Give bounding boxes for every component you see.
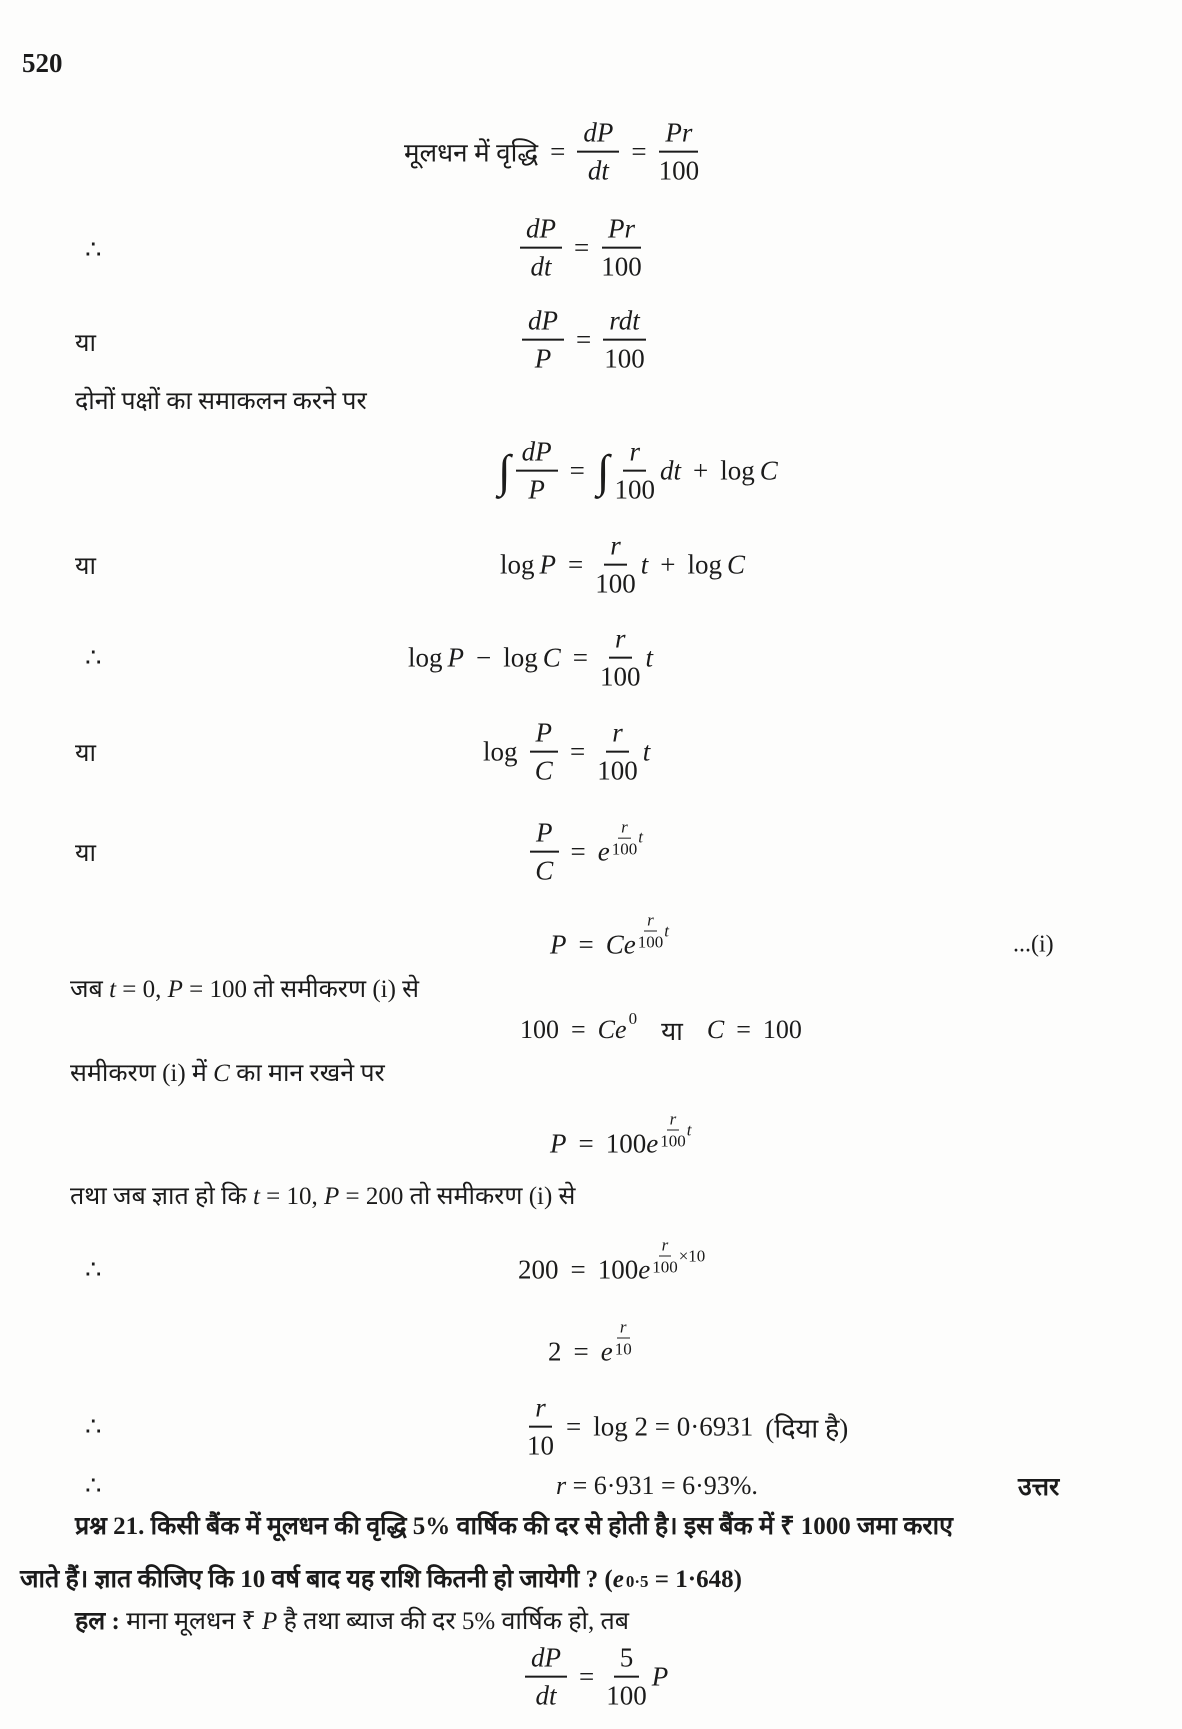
variable-p: P (550, 929, 567, 960)
variable-t: t (640, 549, 649, 580)
eq-r10-log2 (527, 1394, 848, 1461)
eq-200-100e: 200 = 100 e $\frac{r}{100}$ ×10 (518, 1235, 706, 1285)
variable-p: P (447, 642, 465, 673)
constant-c: C (727, 549, 746, 580)
fraction-5-100: $\frac{5}{100}$ (606, 1642, 647, 1711)
eq-2-e: 2 = e $\frac{r}{10}$ (548, 1317, 632, 1367)
text-when-t0: जब t = 0, P = 100 तो समीकरण (i) से (70, 976, 420, 1003)
constant-c: C (759, 455, 778, 486)
eq-r-percent: r = 6·931 = 6·93%. (556, 1471, 758, 1500)
variable-t: t (645, 642, 654, 673)
ce-base: Ce (605, 929, 636, 960)
exponent-r100-x10: $\frac{r}{100}$ ×10 (652, 1235, 706, 1277)
eq-pc-exp (530, 819, 643, 886)
equals-sign: = (570, 836, 586, 867)
text-integrate-both-sides: दोनों पक्षों का समाकलन करने पर (75, 388, 367, 415)
log2-value: log 2 = 0·6931 (593, 1411, 754, 1442)
eq-p-100e: P = 100 e $\frac{r}{100}$ t (550, 1109, 692, 1159)
text-when-t10: तथा जब ज्ञात हो कि t = 10, P = 200 तो समीकरण (i) से (70, 1183, 576, 1210)
exponent-zero: 0 (628, 1009, 638, 1028)
log-operator: log (483, 736, 518, 767)
exponent-r100t: $\frac{r}{100}$ t (637, 910, 669, 952)
fraction-r-100: $\frac{r}{100}$ (595, 530, 636, 599)
eq-growth-definition (404, 119, 699, 186)
equals-sign: = (570, 736, 586, 767)
solution-intro: हल : माना मूलधन ₹ P है तथा ब्याज की दर 5% वार्षिक हो, तब (75, 1608, 629, 1635)
fraction-dp-dt: $\frac{dP}{dt}$ (520, 215, 562, 282)
e-base: e (600, 1336, 613, 1367)
therefore-marker: ∴ (85, 235, 102, 264)
eq-final-dpdt (525, 1644, 668, 1711)
e-base: e (646, 1128, 659, 1159)
equals-sign: = (569, 455, 585, 486)
exponent-r100t: $\frac{r}{100}$ t (660, 1109, 692, 1151)
variable-p: P (651, 1661, 669, 1692)
fraction-r-10: $\frac{r}{10}$ (527, 1392, 554, 1461)
equals-sign: = (736, 1015, 751, 1044)
ce-base: Ce (597, 1015, 627, 1044)
equals-sign: = (579, 1661, 595, 1692)
eq-dpp-rdt100 (522, 307, 646, 374)
fraction-dp-p: $\frac{dP}{P}$ (516, 438, 558, 505)
or-marker: या (75, 553, 96, 580)
equals-sign: = (570, 1254, 586, 1285)
eq-logp (500, 532, 745, 599)
e-base: e (638, 1254, 651, 1285)
eq-log-pc (483, 719, 650, 786)
question-21-line2: जाते हैं। ज्ञात कीजिए कि 10 वर्ष बाद यह राशि कितनी हो जायेगी ? (e 0·5 = 1·648) (20, 1566, 742, 1593)
equals-sign: = (574, 232, 590, 263)
fraction-dp-p: $\frac{dP}{P}$ (522, 307, 564, 374)
log-operator: log (720, 455, 755, 486)
eq-p-ce (550, 910, 669, 965)
given-note: (दिया है) (765, 1413, 849, 1444)
fraction-r-100: $\frac{r}{100}$ (600, 623, 641, 692)
variable-t: t (642, 736, 651, 767)
plus-sign: + (660, 549, 676, 580)
log-operator: log (408, 642, 443, 673)
question-21: प्रश्न 21. किसी बैंक में मूलधन की वृद्धि 5% वार्षिक की दर से होती है। इस बैंक में ₹ 1000 जमा कराए (75, 1513, 953, 1540)
dt-term: dt (659, 455, 681, 486)
log-operator: log (503, 642, 538, 673)
equals-sign: = (566, 1411, 582, 1442)
therefore-marker: ∴ (85, 1412, 102, 1441)
variable-p: P (550, 1128, 567, 1159)
minus-sign: − (476, 642, 492, 673)
growth-label: मूलधन में वृद्धि (404, 139, 539, 168)
equals-sign: = (631, 136, 647, 167)
fraction-p-c: $\frac{P}{C}$ (530, 719, 559, 786)
fraction-pr-100: $\frac{Pr}{100}$ (658, 117, 700, 186)
equals-sign: = (568, 549, 584, 580)
fraction-rdt-100: $\frac{\text{rdt}}{100}$ (604, 305, 645, 374)
or-word: या (661, 1017, 683, 1046)
or-marker: या (75, 330, 96, 357)
page-number: 520 (22, 48, 63, 78)
eq-logp-minus-logc (408, 625, 653, 692)
variable-p: P (539, 549, 557, 580)
integral-sign: ∫ (596, 445, 610, 497)
eq-dpdt-pr100 (520, 215, 642, 282)
exponent-r100t: $\frac{r}{100}$ t (611, 817, 643, 859)
constant-c: C (542, 642, 561, 673)
fraction-pr-100: $\frac{Pr}{100}$ (601, 213, 642, 282)
or-marker: या (75, 740, 96, 767)
eq-c-100: 100 = Ce 0 या C = 100 (520, 1009, 802, 1046)
fraction-r-100: $\frac{r}{100}$ (597, 717, 638, 786)
equals-sign: = (578, 1128, 594, 1159)
fraction-r-100: $\frac{r}{100}$ (614, 436, 655, 505)
answer-label: उत्तर (1018, 1474, 1060, 1501)
or-marker: या (75, 840, 96, 867)
equation-tag-i: ...(i) (1013, 931, 1054, 958)
therefore-marker: ∴ (85, 1471, 102, 1500)
eq-integral (498, 438, 778, 505)
equals-sign: = (573, 1336, 589, 1367)
constant-c: C (706, 1015, 725, 1044)
therefore-marker: ∴ (85, 643, 102, 672)
equals-sign: = (576, 324, 592, 355)
log-operator: log (500, 549, 535, 580)
equals-sign: = (550, 136, 566, 167)
therefore-marker: ∴ (85, 1255, 102, 1284)
integral-sign: ∫ (498, 445, 511, 497)
log-operator: log (687, 549, 723, 580)
equals-sign: = (572, 642, 589, 673)
text-substitute-c: समीकरण (i) में C का मान रखने पर (70, 1060, 385, 1087)
equals-sign: = (571, 1015, 586, 1044)
plus-sign: + (692, 455, 709, 486)
exponent-r10: $\frac{r}{10}$ (614, 1317, 632, 1359)
equals-sign: = (578, 929, 594, 960)
fraction-p-c: $\frac{P}{C}$ (530, 819, 559, 886)
fraction-dp-dt: $\frac{dP}{dt}$ (525, 1644, 567, 1711)
e-base: e (597, 836, 610, 867)
fraction-dp-dt: $\frac{dP}{dt}$ (577, 119, 619, 186)
